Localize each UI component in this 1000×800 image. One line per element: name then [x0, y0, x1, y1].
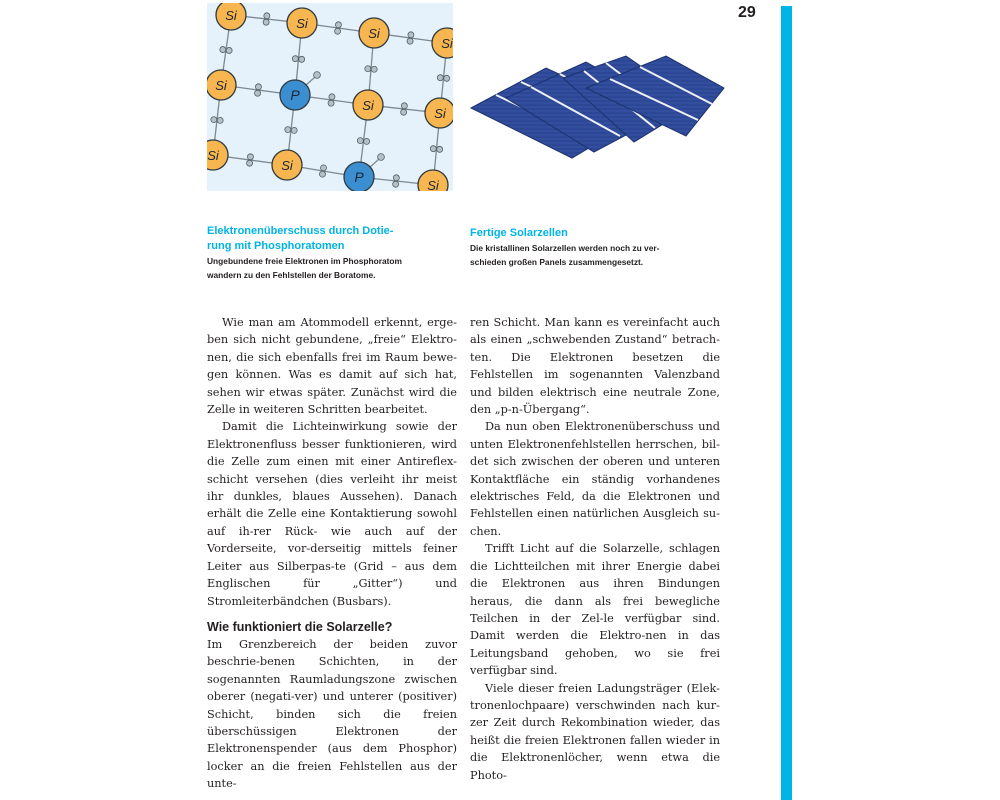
paragraph: Wie man am Atommodell erkennt, erge-ben sich nicht gebundene, „freie“ Elektro-nen, die sich ebenfalls frei im Raum bewe-gen können. Was es damit auf sich hat, sehen wir etwas später. Zunächst wird die Zelle in weiteren Schritten bearbeitet.: [207, 316, 457, 417]
caption-finished-cells-title: Fertige Solarzellen: [470, 227, 568, 239]
atom-label: Si: [207, 148, 219, 163]
article-column-right: [470, 314, 720, 784]
paragraph: Im Grenzbereich der beiden zuvor beschrie-benen Schichten, in der sogenannten Raumladungszone zwischen oberer (negati-ver) und unterer (positiver) Schicht, binden sich die freien überschüssigen Elektronen der Elektronenspender (aus dem Phosphor) locker an die freien Fehlstellen aus der unte-: [207, 637, 457, 791]
paragraph: Trifft Licht auf die Solarzelle, schlagen die Lichtteilchen mit ihrer Energie dabei die Elektronen aus ihren Bindungen heraus, die dann als frei bewegliche Teilchen in der Zel-le verfügbar sind. Damit werden die Elektro-nen in das Leitungsband gehoben, wo sie frei verfügbar sind.: [470, 542, 720, 678]
silicon-atom: [287, 8, 317, 38]
section-heading: Wie funktioniert die Solarzelle?: [207, 619, 393, 634]
solar-cells-photo: [468, 50, 726, 170]
atom-label: Si: [215, 78, 227, 93]
silicon-atom: [272, 150, 302, 180]
phosphorus-doping-lattice-illustration: [207, 3, 453, 191]
silicon-atom: [432, 28, 453, 58]
phosphorus-atom: [280, 80, 310, 110]
solar-cells-drawing: [468, 50, 726, 170]
atom-label: Si: [368, 26, 380, 41]
caption-finished-cells-text: Die kristallinen Solarzellen werden noch zu ver- schieden großen Panels zusammengesetzt.: [470, 243, 660, 267]
paragraph: ren Schicht. Man kann es vereinfacht auch als einen „schwebenden Zustand“ betrach-ten. Die Elektronen besetzen die Fehlstellen im sogenannten Valenzband und bilden elektrisch eine neutrale Zone, den „p-n-Übergang“.: [470, 316, 720, 417]
atom-label: P: [290, 87, 300, 103]
paragraph: Viele dieser freien Ladungsträger (Elek-tronenlochpaare) verschwinden nach kur-zer Zeit durch Rekombination wieder, das heißt die freien Elektronen fallen wieder in die Elektronenlöcher, wenn etwa die Photo-: [470, 681, 720, 782]
silicon-atom: [359, 18, 389, 48]
atom-label: Si: [296, 16, 308, 31]
atom-label: Si: [225, 8, 237, 23]
silicon-atom: [418, 170, 448, 191]
silicon-atom: [207, 70, 236, 100]
caption-doping-text: Ungebundene freie Elektronen im Phosphoratom wandern zu den Fehlstellen der Boratome.: [207, 256, 402, 280]
atom-label: Si: [441, 36, 453, 51]
silicon-atom: [353, 90, 383, 120]
paragraph: Damit die Lichteinwirkung sowie der Elektronenfluss besser funktionieren, wird die Zelle zum einen mit einer Antireflex-schicht versehen (dies verleiht ihr meist ihr dunkles, blaues Aussehen). Danach erhält die Zelle eine Kontaktierung sowohl auf ih-rer Rück- wie auch auf der Vorderseite, vor-derseitig mittels feiner Leiter aus Silberpas-te (Grid – aus dem Englischen für „Gitter“) und Stromleiterbändchen (Busbars).: [207, 420, 457, 608]
atom-label: Si: [281, 158, 293, 173]
caption-doping: [207, 224, 455, 282]
accent-side-bar: [781, 6, 792, 800]
silicon-atom: [207, 140, 228, 170]
article-column-left: [207, 314, 457, 793]
caption-doping-title: Elektronenüberschuss durch Dotie- rung mit Phosphoratomen: [207, 225, 394, 252]
caption-finished-cells: [470, 226, 720, 269]
silicon-atom: [425, 98, 453, 128]
page-number: 29: [738, 4, 756, 21]
atom-label: Si: [427, 178, 439, 191]
atom-label: Si: [434, 106, 446, 121]
atom-label: P: [354, 169, 364, 185]
paragraph: Da nun oben Elektronenüberschuss und unten Elektronenfehlstellen herrschen, bil-det sich zwischen der oberen und unteren Kontaktfläche ein ständig vorhandenes elektrisches Feld, da die Elektronen und Fehlstellen einen natürlichen Ausgleich su-chen.: [470, 420, 720, 538]
lattice-diagram: [207, 3, 453, 191]
phosphorus-atom: [344, 162, 374, 191]
atom-label: Si: [362, 98, 374, 113]
silicon-atom: [216, 3, 246, 30]
